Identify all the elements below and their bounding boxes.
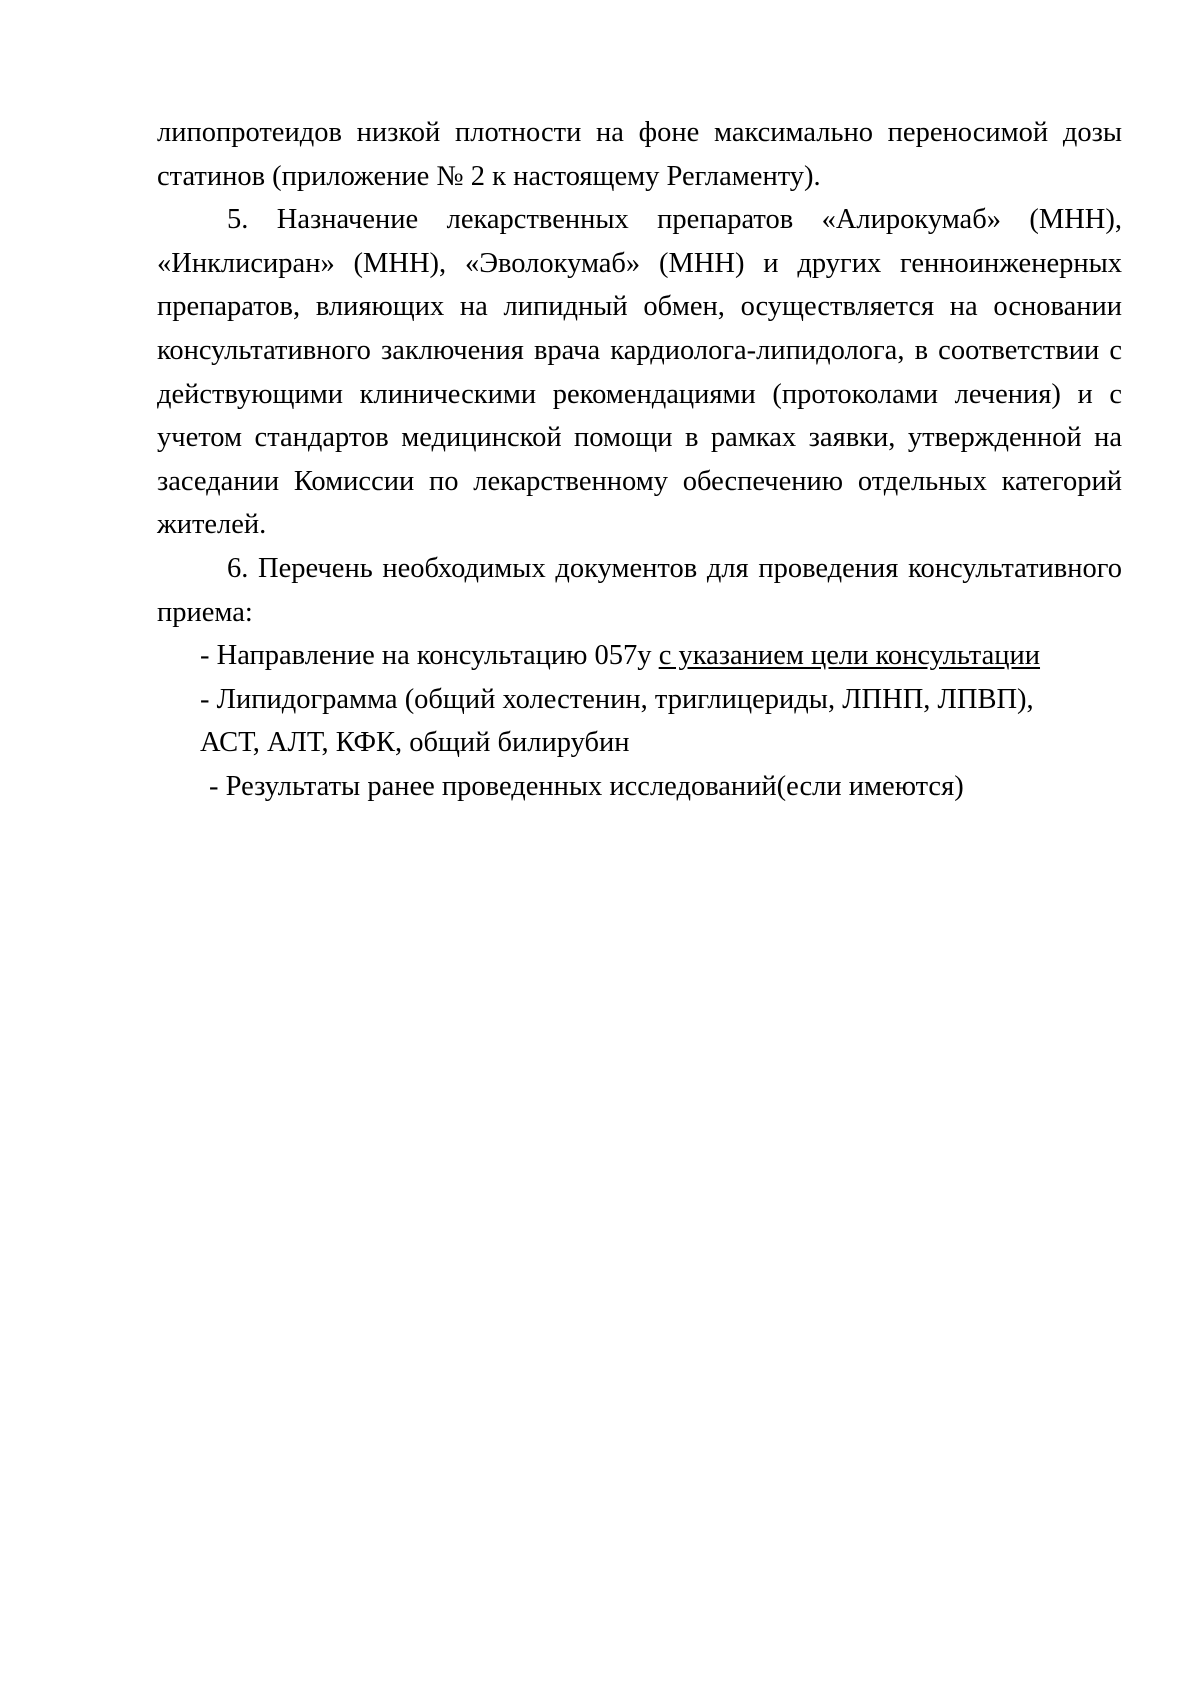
list-item-referral-underlined: с указанием цели консультации [658,640,1041,672]
paragraph-continuation: липопротеидов низкой плотности на фоне максимально переносимой дозы статинов (приложение № 2 к настоящему Регламенту). [157,117,1122,192]
paragraph-5: 5. Назначение лекарственных препаратов «Алирокумаб» (МНН), «Инклисиран» (МНН), «Эволокумаб» (МНН) и других генноинженерных препаратов, влияющих на липидный обмен, осуществляется на основании консультативного заключения врача кардиолога-липидолога, в соответствии с действующими клиническими рекомендациями (протоколами лечения) и с учетом стандартов медицинской помощи в рамках заявки, утвержденной на заседании Комиссии по лекарственному обеспечению отдельных категорий жителей. [157,204,1122,541]
list-item-previous-results: - Результаты ранее проведенных исследований(если имеются) [209,770,964,802]
list-item-referral [157,634,1122,678]
paragraph-6: 6. Перечень необходимых документов для проведения консультативного приема: [157,552,1122,628]
document-body [157,111,1122,809]
list-item-lipidogram-line-2: АСТ, АЛТ, КФК, общий билирубин [200,727,630,759]
list-item-lipidogram-line-1: - Липидограмма (общий холестенин, триглицериды, ЛПНП, ЛПВП), [200,683,1034,715]
list-item-referral-text: - Направление на консультацию 057у [200,640,659,672]
